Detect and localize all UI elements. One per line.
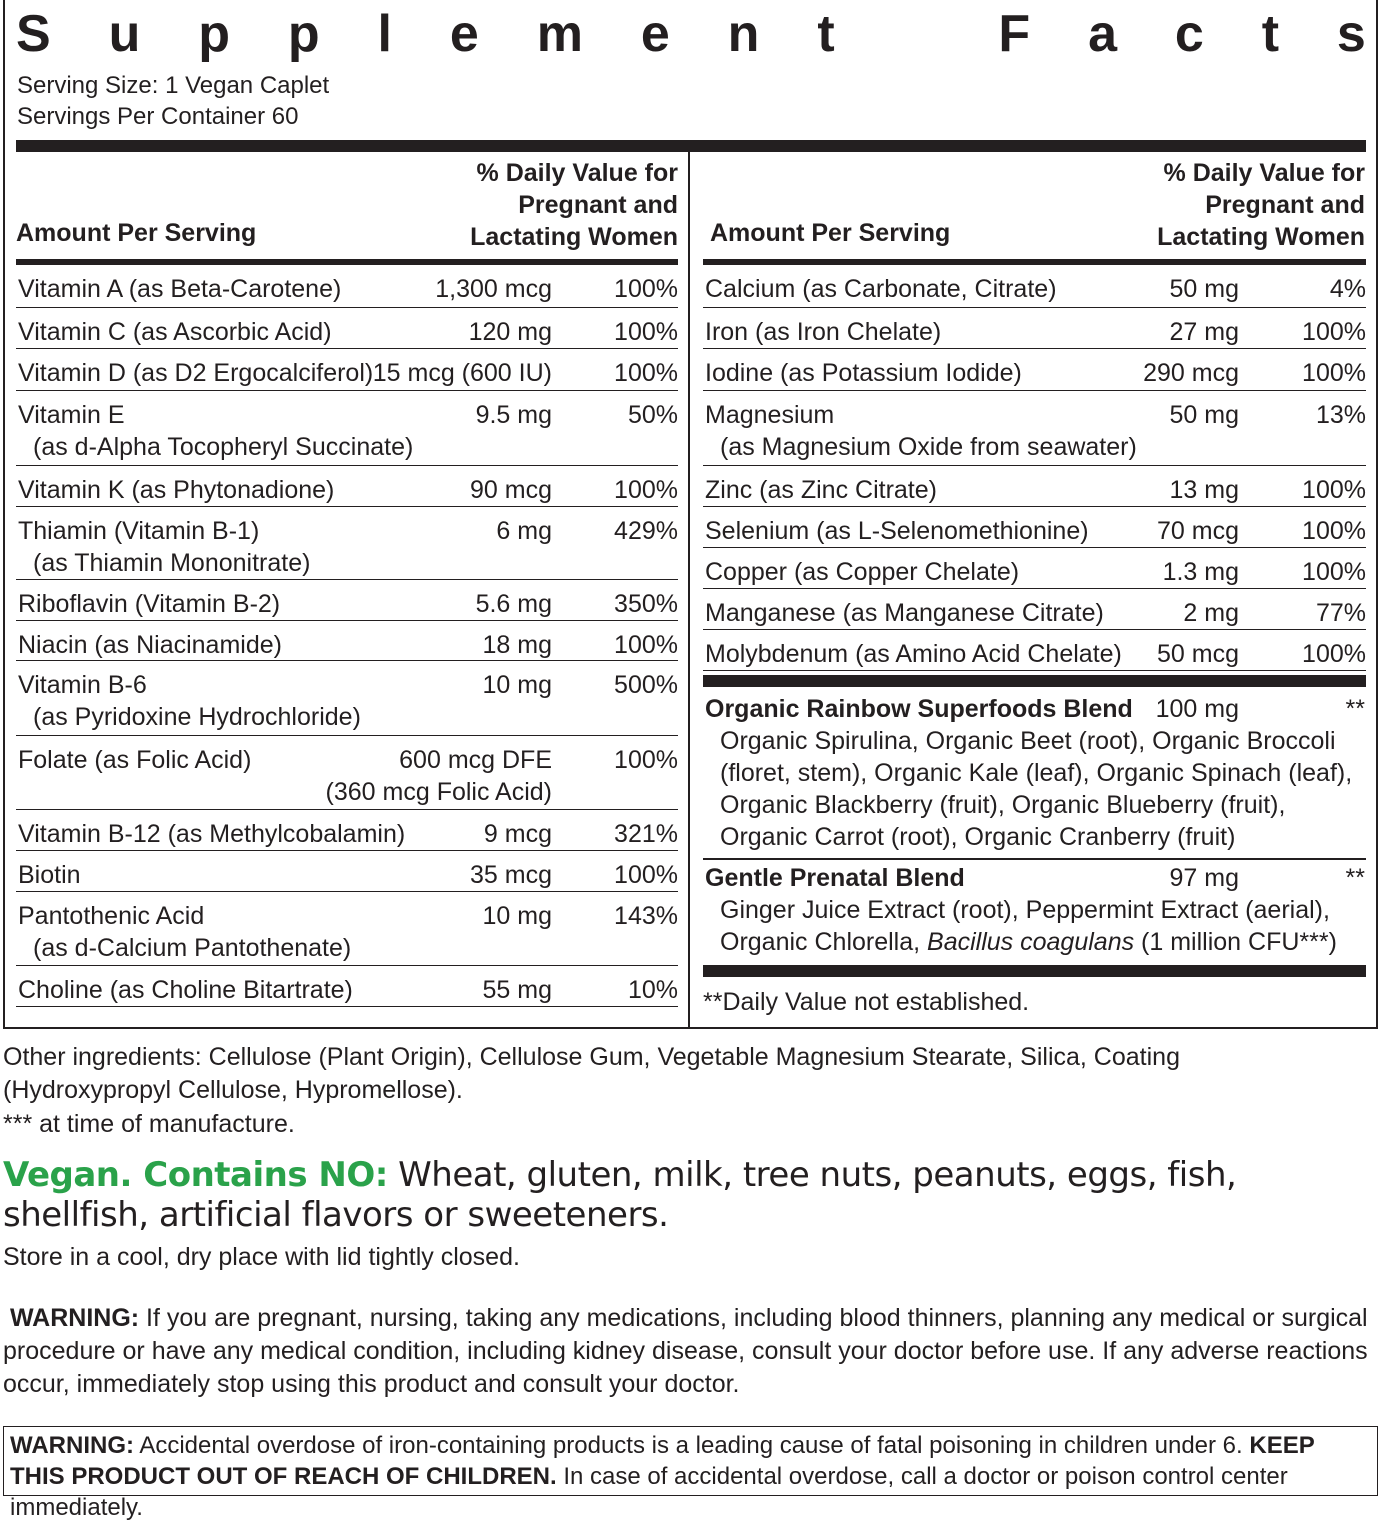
general-warning: WARNING: If you are pregnant, nursing, taking any medications, including blood thinners, planning any medical or surgical procedure or have any medical condition, including kidney disease, consult your doctor before use. If any adverse reactions occur, immediately stop using this product and consult your doctor. xyxy=(3,1304,1368,1398)
title-letter: l xyxy=(377,5,392,63)
title-letter: e xyxy=(449,5,479,63)
nutrient-row xyxy=(703,265,1366,308)
title-space xyxy=(893,6,941,62)
nutrient-amount: 600 mcg DFE (360 mcg Folic Acid) xyxy=(325,746,552,806)
servings-per-container: Servings Per Container 60 xyxy=(17,103,299,130)
prenatal-blend xyxy=(705,862,1365,962)
nutrient-name: Zinc (as Zinc Citrate) xyxy=(705,476,937,504)
nutrient-row xyxy=(16,580,678,621)
blend-divider xyxy=(703,675,1366,687)
nutrient-row xyxy=(16,851,678,892)
nutrient-daily-value: 100% xyxy=(1302,640,1366,668)
nutrient-daily-value: 100% xyxy=(1302,359,1366,387)
nutrient-amount: 15 mcg (600 IU) xyxy=(372,359,552,387)
blend-name: Gentle Prenatal Blend xyxy=(705,864,965,892)
title-letter: n xyxy=(727,5,760,63)
title-letter: S xyxy=(16,5,51,63)
left-header-amount: Amount Per Serving xyxy=(16,219,257,247)
nutrient-daily-value: 100% xyxy=(614,861,678,889)
nutrient-row xyxy=(16,265,678,308)
nutrient-name: Copper (as Copper Chelate) xyxy=(705,558,1020,586)
nutrient-row xyxy=(16,308,678,349)
nutrient-row xyxy=(16,621,678,661)
blend-amount: 100 mg xyxy=(1155,695,1239,723)
nutrient-amount: 10 mg xyxy=(482,671,552,699)
nutrient-row xyxy=(16,507,678,580)
nutrient-name: Niacin (as Niacinamide) xyxy=(18,631,282,659)
nutrient-row xyxy=(703,349,1366,391)
nutrient-name: Iodine (as Potassium Iodide) xyxy=(705,359,1022,387)
nutrient-name: Calcium (as Carbonate, Citrate) xyxy=(705,275,1057,303)
nutrient-amount: 6 mg xyxy=(496,517,552,545)
nutrient-name: Thiamin (Vitamin B-1) (as Thiamin Mononitrate) xyxy=(18,517,311,577)
nutrient-name: Choline (as Choline Bitartrate) xyxy=(18,976,353,1004)
blend-rule xyxy=(703,858,1366,860)
other-ingredients: Other ingredients: Cellulose (Plant Origin), Cellulose Gum, Vegetable Magnesium Stearate, Silica, Coating (Hydroxypropyl Cellulose, Hypromellose). xyxy=(3,1043,1180,1104)
nutrient-amount: 50 mcg xyxy=(1157,640,1239,668)
nutrient-amount: 90 mcg xyxy=(470,476,552,504)
vegan-statement: Vegan. Contains NO: Wheat, gluten, milk, tree nuts, peanuts, eggs, fish, shellfish, artificial flavors or sweeteners. xyxy=(3,1155,1237,1235)
dv-footnote: **Daily Value not established. xyxy=(703,988,1030,1016)
title-letter: p xyxy=(198,5,230,63)
superfoods-blend xyxy=(705,693,1365,858)
nutrient-daily-value: 10% xyxy=(627,976,678,1004)
iron-warning-box: WARNING: Accidental overdose of iron-containing products is a leading cause of fatal poisoning in children under 6. KEEP THIS PRODUCT OUT OF REACH OF CHILDREN. In case of accidental overdose, call a doctor or poison control center immediately. xyxy=(3,1426,1378,1496)
nutrient-name: Vitamin C (as Ascorbic Acid) xyxy=(18,318,332,346)
nutrient-amount: 5.6 mg xyxy=(475,590,552,618)
top-divider xyxy=(16,140,1366,152)
nutrient-daily-value: 100% xyxy=(1302,476,1366,504)
nutrient-daily-value: 50% xyxy=(627,401,678,429)
nutrient-amount: 50 mg xyxy=(1169,275,1239,303)
nutrient-row xyxy=(703,466,1366,507)
nutrient-name: Biotin xyxy=(18,861,81,889)
nutrient-daily-value: 321% xyxy=(614,820,678,848)
nutrient-amount: 55 mg xyxy=(482,976,552,1004)
bottom-divider xyxy=(703,965,1366,977)
nutrient-daily-value: 77% xyxy=(1315,599,1366,627)
nutrient-amount: 9.5 mg xyxy=(475,401,552,429)
nutrient-row xyxy=(16,661,678,736)
nutrient-daily-value: 100% xyxy=(614,275,678,303)
nutrient-amount: 1.3 mg xyxy=(1162,558,1239,586)
nutrient-amount: 27 mg xyxy=(1169,318,1239,346)
nutrient-row xyxy=(16,810,678,851)
nutrient-name: Magnesium (as Magnesium Oxide from seawater) xyxy=(705,401,1137,461)
nutrient-amount: 1,300 mcg xyxy=(435,275,552,303)
blend-name: Organic Rainbow Superfoods Blend xyxy=(705,695,1133,723)
nutrient-amount: 10 mg xyxy=(482,902,552,930)
nutrient-amount: 9 mcg xyxy=(483,820,552,848)
nutrient-name: Pantothenic Acid (as d-Calcium Pantothenate) xyxy=(18,902,352,962)
nutrient-daily-value: 13% xyxy=(1315,401,1366,429)
serving-size: Serving Size: 1 Vegan Caplet xyxy=(17,72,330,99)
nutrient-row xyxy=(16,736,678,810)
nutrient-row xyxy=(16,391,678,466)
nutrient-daily-value: 100% xyxy=(614,359,678,387)
nutrient-daily-value: 100% xyxy=(614,631,678,659)
nutrient-name: Riboflavin (Vitamin B-2) xyxy=(18,590,281,618)
title-letter: s xyxy=(1336,5,1366,63)
title-letter: t xyxy=(817,5,835,63)
nutrient-name: Manganese (as Manganese Citrate) xyxy=(705,599,1104,627)
left-nutrient-table xyxy=(16,265,678,1007)
blend-ingredients: Organic Spirulina, Organic Beet (root), Organic Broccoli (floret, stem), Organic Kale (leaf), Organic Spinach (leaf), Organic Blackberry (fruit), Organic Blueberry (fruit), Organic Carrot (root), Organic Cranberry (fruit) xyxy=(720,727,1353,851)
nutrient-name: Iron (as Iron Chelate) xyxy=(705,318,942,346)
nutrient-daily-value: 100% xyxy=(1302,517,1366,545)
nutrient-amount: 18 mg xyxy=(482,631,552,659)
nutrient-amount: 50 mg xyxy=(1169,401,1239,429)
nutrient-daily-value: 100% xyxy=(1302,318,1366,346)
manufacture-note: *** at time of manufacture. xyxy=(3,1110,295,1138)
blend-dv: ** xyxy=(1345,695,1365,723)
nutrient-amount: 35 mcg xyxy=(470,861,552,889)
nutrient-name: Selenium (as L-Selenomethionine) xyxy=(705,517,1089,545)
nutrient-amount: 13 mg xyxy=(1169,476,1239,504)
nutrient-row xyxy=(703,507,1366,548)
title-letter: u xyxy=(108,5,141,63)
nutrient-amount: 2 mg xyxy=(1183,599,1239,627)
column-divider xyxy=(688,152,690,1028)
nutrient-daily-value: 429% xyxy=(614,517,678,545)
nutrient-daily-value: 143% xyxy=(614,902,678,930)
nutrient-name: Molybdenum (as Amino Acid Chelate) xyxy=(705,640,1122,668)
nutrient-row xyxy=(703,391,1366,466)
nutrient-daily-value: 100% xyxy=(614,746,678,774)
nutrient-row xyxy=(16,466,678,507)
panel-title xyxy=(16,6,1366,62)
title-letter: e xyxy=(640,5,670,63)
nutrient-row xyxy=(16,966,678,1007)
nutrient-row xyxy=(16,892,678,966)
nutrient-row xyxy=(16,349,678,391)
nutrient-daily-value: 350% xyxy=(614,590,678,618)
blend-amount: 97 mg xyxy=(1169,864,1239,892)
nutrient-row xyxy=(703,630,1366,671)
blend-ingredients: Ginger Juice Extract (root), Peppermint Extract (aerial), Organic Chlorella, Bacillus coagulans (1 million CFU***) xyxy=(720,896,1337,956)
nutrient-daily-value: 4% xyxy=(1329,275,1366,303)
nutrient-row xyxy=(703,589,1366,630)
nutrient-name: Vitamin E (as d-Alpha Tocopheryl Succinate) xyxy=(18,401,414,461)
title-letter: t xyxy=(1261,5,1280,63)
nutrient-daily-value: 100% xyxy=(1302,558,1366,586)
right-nutrient-table xyxy=(703,265,1366,671)
title-letter: p xyxy=(287,5,320,63)
nutrient-daily-value: 100% xyxy=(614,476,678,504)
title-letter: a xyxy=(1088,5,1117,63)
nutrient-name: Vitamin B-12 (as Methylcobalamin) xyxy=(18,820,406,848)
nutrient-amount: 290 mcg xyxy=(1143,359,1239,387)
nutrient-name: Vitamin K (as Phytonadione) xyxy=(18,476,335,504)
nutrient-daily-value: 500% xyxy=(614,671,678,699)
nutrient-name: Folate (as Folic Acid) xyxy=(18,746,252,774)
title-letter: m xyxy=(536,5,583,63)
title-letter: c xyxy=(1174,5,1204,63)
right-header-amount: Amount Per Serving xyxy=(710,219,951,247)
nutrient-amount: 120 mg xyxy=(468,318,552,346)
nutrient-name: Vitamin D (as D2 Ergocalciferol) xyxy=(18,359,374,387)
left-header-dv: % Daily Value for Pregnant and Lactating Women xyxy=(470,159,678,251)
storage-instruction: Store in a cool, dry place with lid tightly closed. xyxy=(3,1243,520,1271)
blend-dv: ** xyxy=(1345,864,1365,892)
nutrient-amount: 70 mcg xyxy=(1157,517,1239,545)
nutrient-name: Vitamin B-6 (as Pyridoxine Hydrochloride) xyxy=(18,671,361,731)
nutrient-row xyxy=(703,548,1366,589)
right-header-dv: % Daily Value for Pregnant and Lactating Women xyxy=(1157,159,1365,251)
title-letter: F xyxy=(998,5,1031,63)
nutrient-row xyxy=(703,308,1366,349)
nutrient-daily-value: 100% xyxy=(614,318,678,346)
nutrient-name: Vitamin A (as Beta-Carotene) xyxy=(18,275,342,303)
